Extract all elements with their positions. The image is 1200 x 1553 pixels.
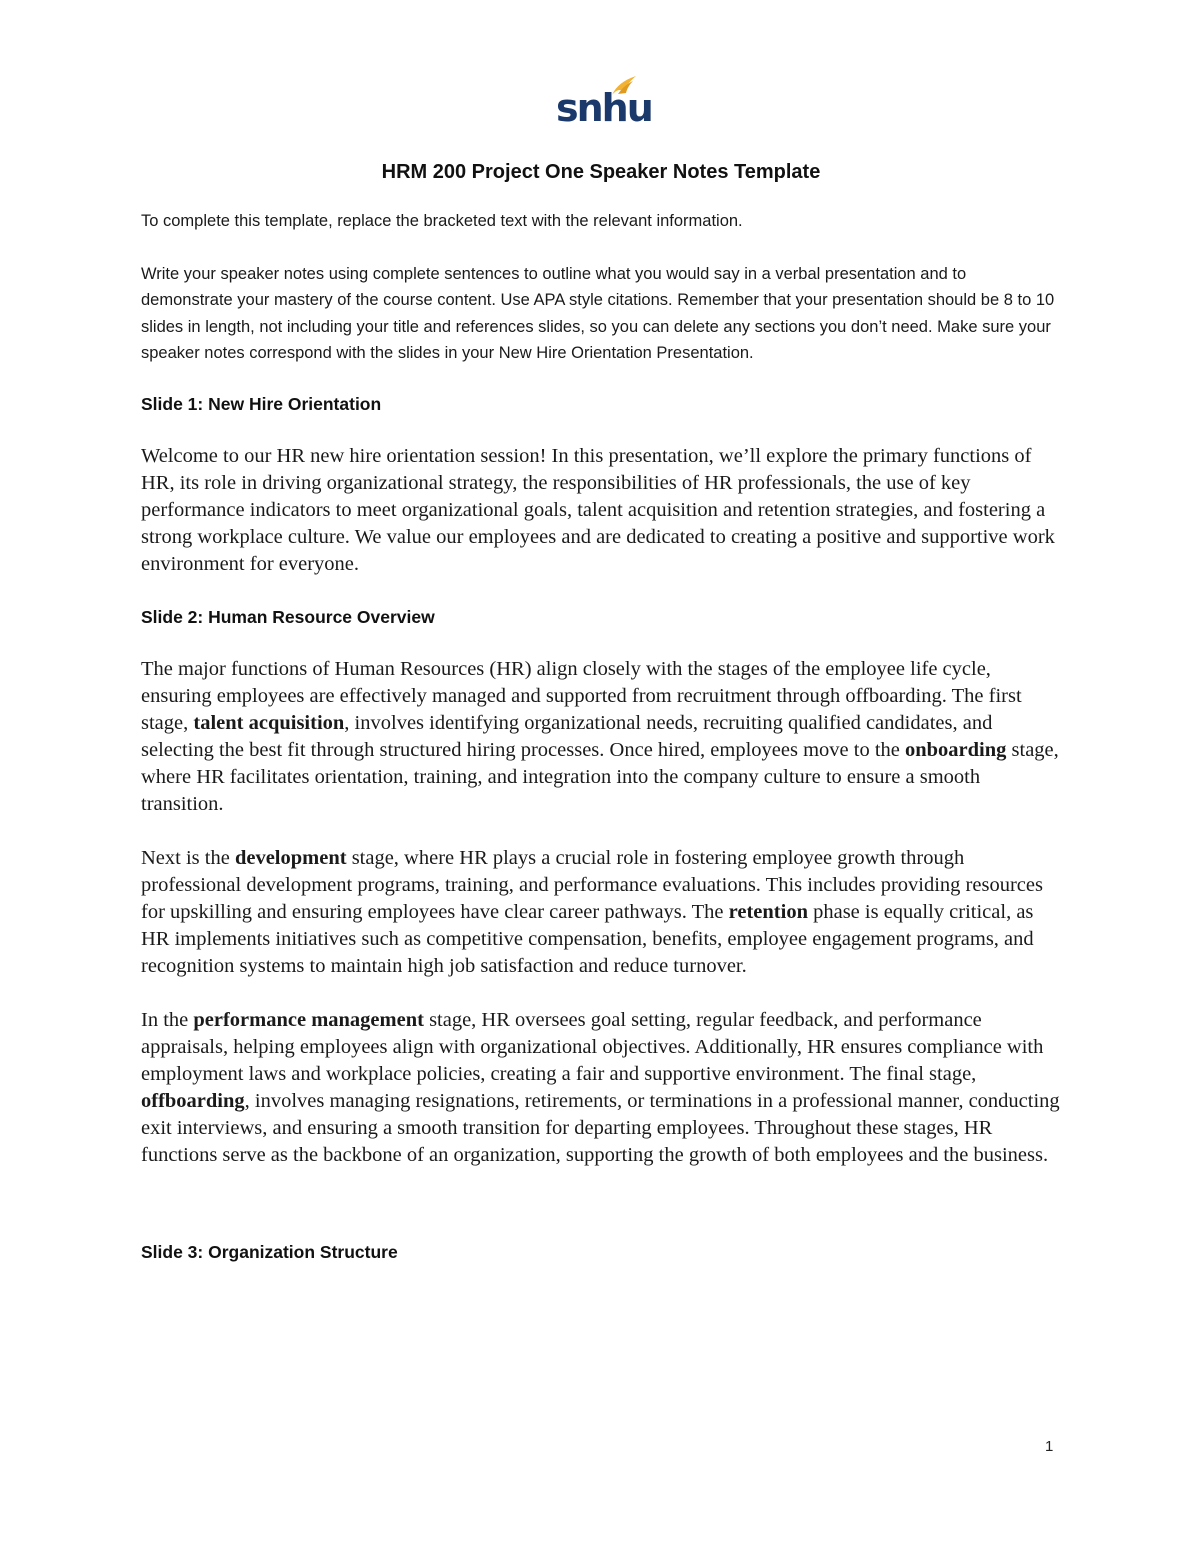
document-content (141, 156, 1061, 1265)
bold-term: performance management (193, 1008, 424, 1031)
logo-wordmark: snhu (556, 86, 652, 130)
slide-heading: Slide 3: Organization Structure (141, 1241, 398, 1262)
paragraph-text: stage, where HR facilitates orientation, training, and integration into the company culture to ensure a smooth transition. (141, 738, 1059, 815)
snhu-logo (556, 74, 652, 134)
instruction-text: To complete this template, replace the bracketed text with the relevant information. (141, 212, 743, 230)
paragraph-text: In the (141, 1008, 194, 1031)
speaker-notes-paragraph: Welcome to our HR new hire orientation session! In this presentation, we’ll explore the primary functions of HR, its role in driving organizational strategy, the responsibilities of HR professionals, the use of key performance indicators to meet organizational goals, talent acquisition and retention strategies, and fostering a strong workplace culture. We value our employees and are dedicated to creating a positive and supportive work environment for everyone. (141, 444, 1055, 575)
page-number: 1 (1045, 1438, 1054, 1455)
speaker-notes-paragraph (141, 845, 1061, 980)
bold-term: onboarding (905, 738, 1007, 761)
paragraph-text: , involves managing resignations, retirements, or terminations in a professional manner, conducting exit interviews, and ensuring a smooth transition for departing employees. Throughout these stages, HR functions serve as the backbone of an organization, supporting the growth of both employees and the business. (141, 1089, 1060, 1166)
slide-heading: Slide 2: Human Resource Overview (141, 606, 435, 627)
paragraph-text: Next is the (141, 846, 235, 869)
instruction-text: Write your speaker notes using complete sentences to outline what you would say in a verbal presentation and to demonstrate your mastery of the course content. Use APA style citations. Remember that your presentation should be 8 to 10 slides in length, not including your title and references slides, so you can delete any sections you don’t need. Make sure your speaker notes correspond with the slides in your New Hire Orientation Presentation. (141, 264, 1055, 362)
paragraph-text: , involves identifying organizational needs, recruiting qualified candidates, and selecting the best fit through structured hiring processes. Once hired, employees move to the (141, 711, 993, 761)
paragraph-text: stage, HR oversees goal setting, regular feedback, and performance appraisals, helping employees align with organizational objectives. Additionally, HR ensures compliance with employment laws and workplace policies, creating a fair and supportive environment. The final stage, (141, 1008, 1044, 1085)
bold-term: retention (728, 900, 808, 923)
speaker-notes-paragraph (141, 1007, 1061, 1169)
bold-term: offboarding (141, 1089, 245, 1112)
paragraph-text: stage, where HR plays a crucial role in fostering employee growth through professional development programs, training, and performance evaluations. This includes providing resources for upskilling and ensuring employees have clear career pathways. The (141, 846, 1043, 923)
slide-heading: Slide 1: New Hire Orientation (141, 393, 382, 414)
document-title: HRM 200 Project One Speaker Notes Template (381, 161, 821, 183)
paragraph-text: phase is equally critical, as HR implements initiatives such as competitive compensation, benefits, employee engagement programs, and recognition systems to maintain high job satisfaction and reduce turnover. (141, 900, 1034, 977)
speaker-notes-paragraph (141, 656, 1061, 818)
bold-term: development (234, 846, 347, 869)
paragraph-text: The major functions of Human Resources (HR) align closely with the stages of the employee life cycle, ensuring employees are effectively managed and supported from recruitment through offboarding. The first stage, (141, 657, 1022, 734)
bold-term: talent acquisition (193, 711, 345, 734)
